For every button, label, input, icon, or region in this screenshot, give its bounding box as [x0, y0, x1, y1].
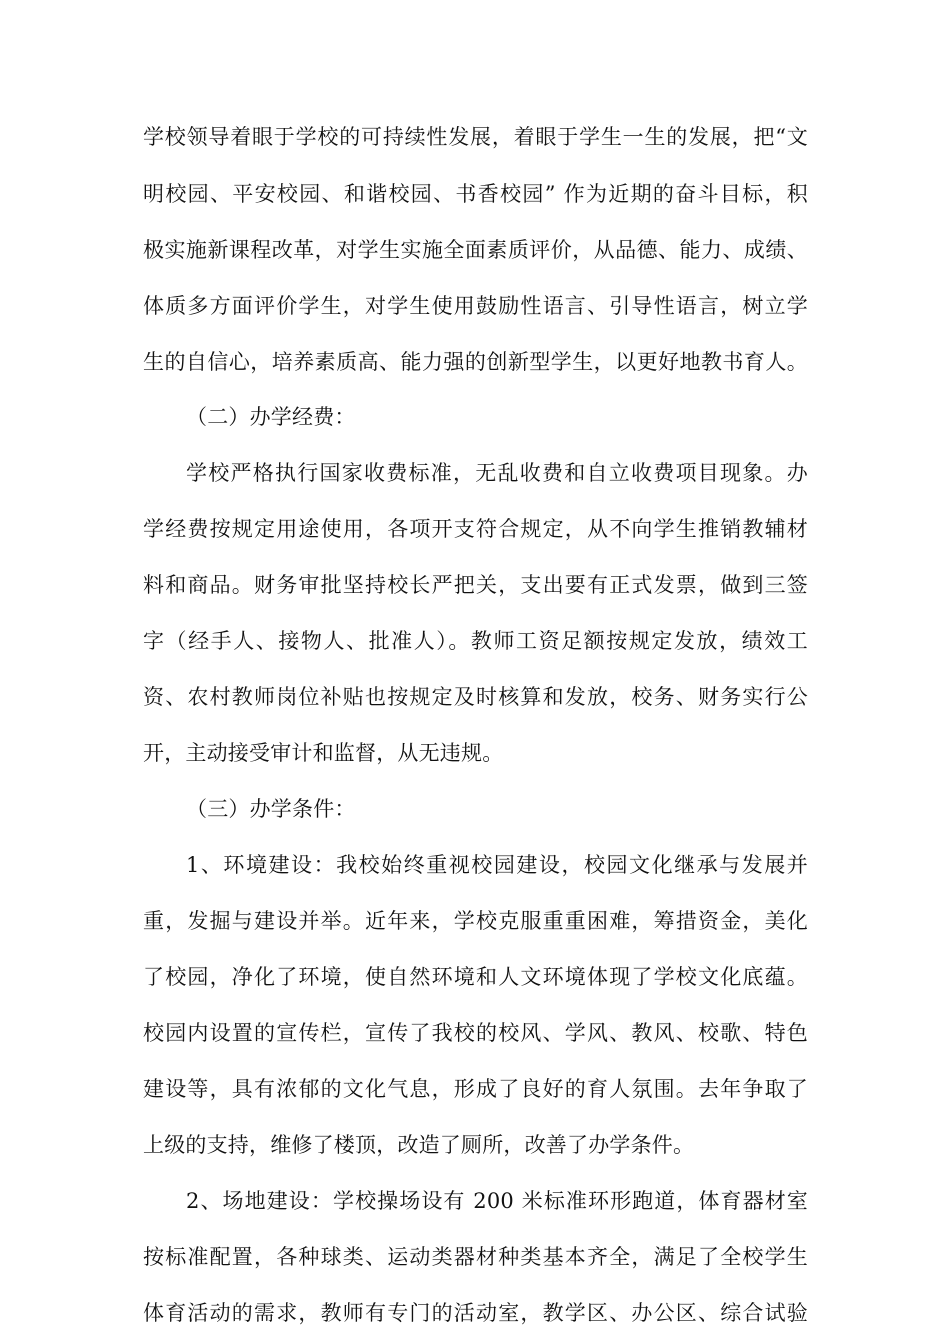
paragraph-4-line-3: 体育活动的需求，教师有专门的活动室，教学区、办公区、综合试验 — [143, 1301, 808, 1325]
paragraph-2-line-5: 资、农村教师岗位补贴也按规定及时核算和发放，校务、财务实行公 — [143, 685, 808, 709]
paragraph-2-line-6: 开，主动接受审计和监督，从无违规。 — [143, 741, 504, 765]
paragraph-3-line-5: 建设等，具有浓郁的文化气息，形成了良好的育人氛围。去年争取了 — [143, 1077, 808, 1101]
paragraph-3-line-1: 1、环境建设：我校始终重视校园建设，校园文化继承与发展并 — [186, 853, 808, 877]
paragraph-3-line-2: 重，发掘与建设并举。近年来，学校克服重重困难，筹措资金，美化 — [143, 909, 808, 933]
paragraph-3-line-6: 上级的支持，维修了楼顶，改造了厕所，改善了办学条件。 — [143, 1133, 695, 1157]
paragraph-2-line-4: 字（经手人、接物人、批准人）。教师工资足额按规定发放，绩效工 — [143, 629, 808, 653]
paragraph-2-line-1: 学校严格执行国家收费标准，无乱收费和自立收费项目现象。办 — [186, 461, 808, 485]
section-heading-funding: （二）办学经费： — [186, 405, 356, 429]
paragraph-1-line-4: 体质多方面评价学生，对学生使用鼓励性语言、引导性语言，树立学 — [143, 294, 808, 318]
paragraph-1-line-2: 明校园、平安校园、和谐校园、书香校园” 作为近期的奋斗目标，积 — [143, 182, 808, 206]
paragraph-3-line-3: 了校园，净化了环境，使自然环境和人文环境体现了学校文化底蕴。 — [143, 965, 808, 989]
paragraph-2-line-2: 学经费按规定用途使用，各项开支符合规定，从不向学生推销教辅材 — [143, 517, 808, 541]
paragraph-3-line-4: 校园内设置的宣传栏，宣传了我校的校风、学风、教风、校歌、特色 — [143, 1021, 808, 1045]
paragraph-1-line-5: 生的自信心，培养素质高、能力强的创新型学生，以更好地教书育人。 — [143, 350, 808, 374]
paragraph-4-line-1: 2、场地建设：学校操场设有 200 米标准环形跑道，体育器材室 — [186, 1189, 808, 1213]
paragraph-2-line-3: 料和商品。财务审批坚持校长严把关，支出要有正式发票，做到三签 — [143, 573, 808, 597]
paragraph-1-line-1: 学校领导着眼于学校的可持续性发展，着眼于学生一生的发展，把“文 — [143, 125, 808, 149]
paragraph-1-line-3: 极实施新课程改革，对学生实施全面素质评价，从品德、能力、成绩、 — [143, 238, 808, 262]
section-heading-conditions: （三）办学条件： — [186, 797, 356, 821]
paragraph-4-line-2: 按标准配置，各种球类、运动类器材种类基本齐全，满足了全校学生 — [143, 1245, 808, 1269]
